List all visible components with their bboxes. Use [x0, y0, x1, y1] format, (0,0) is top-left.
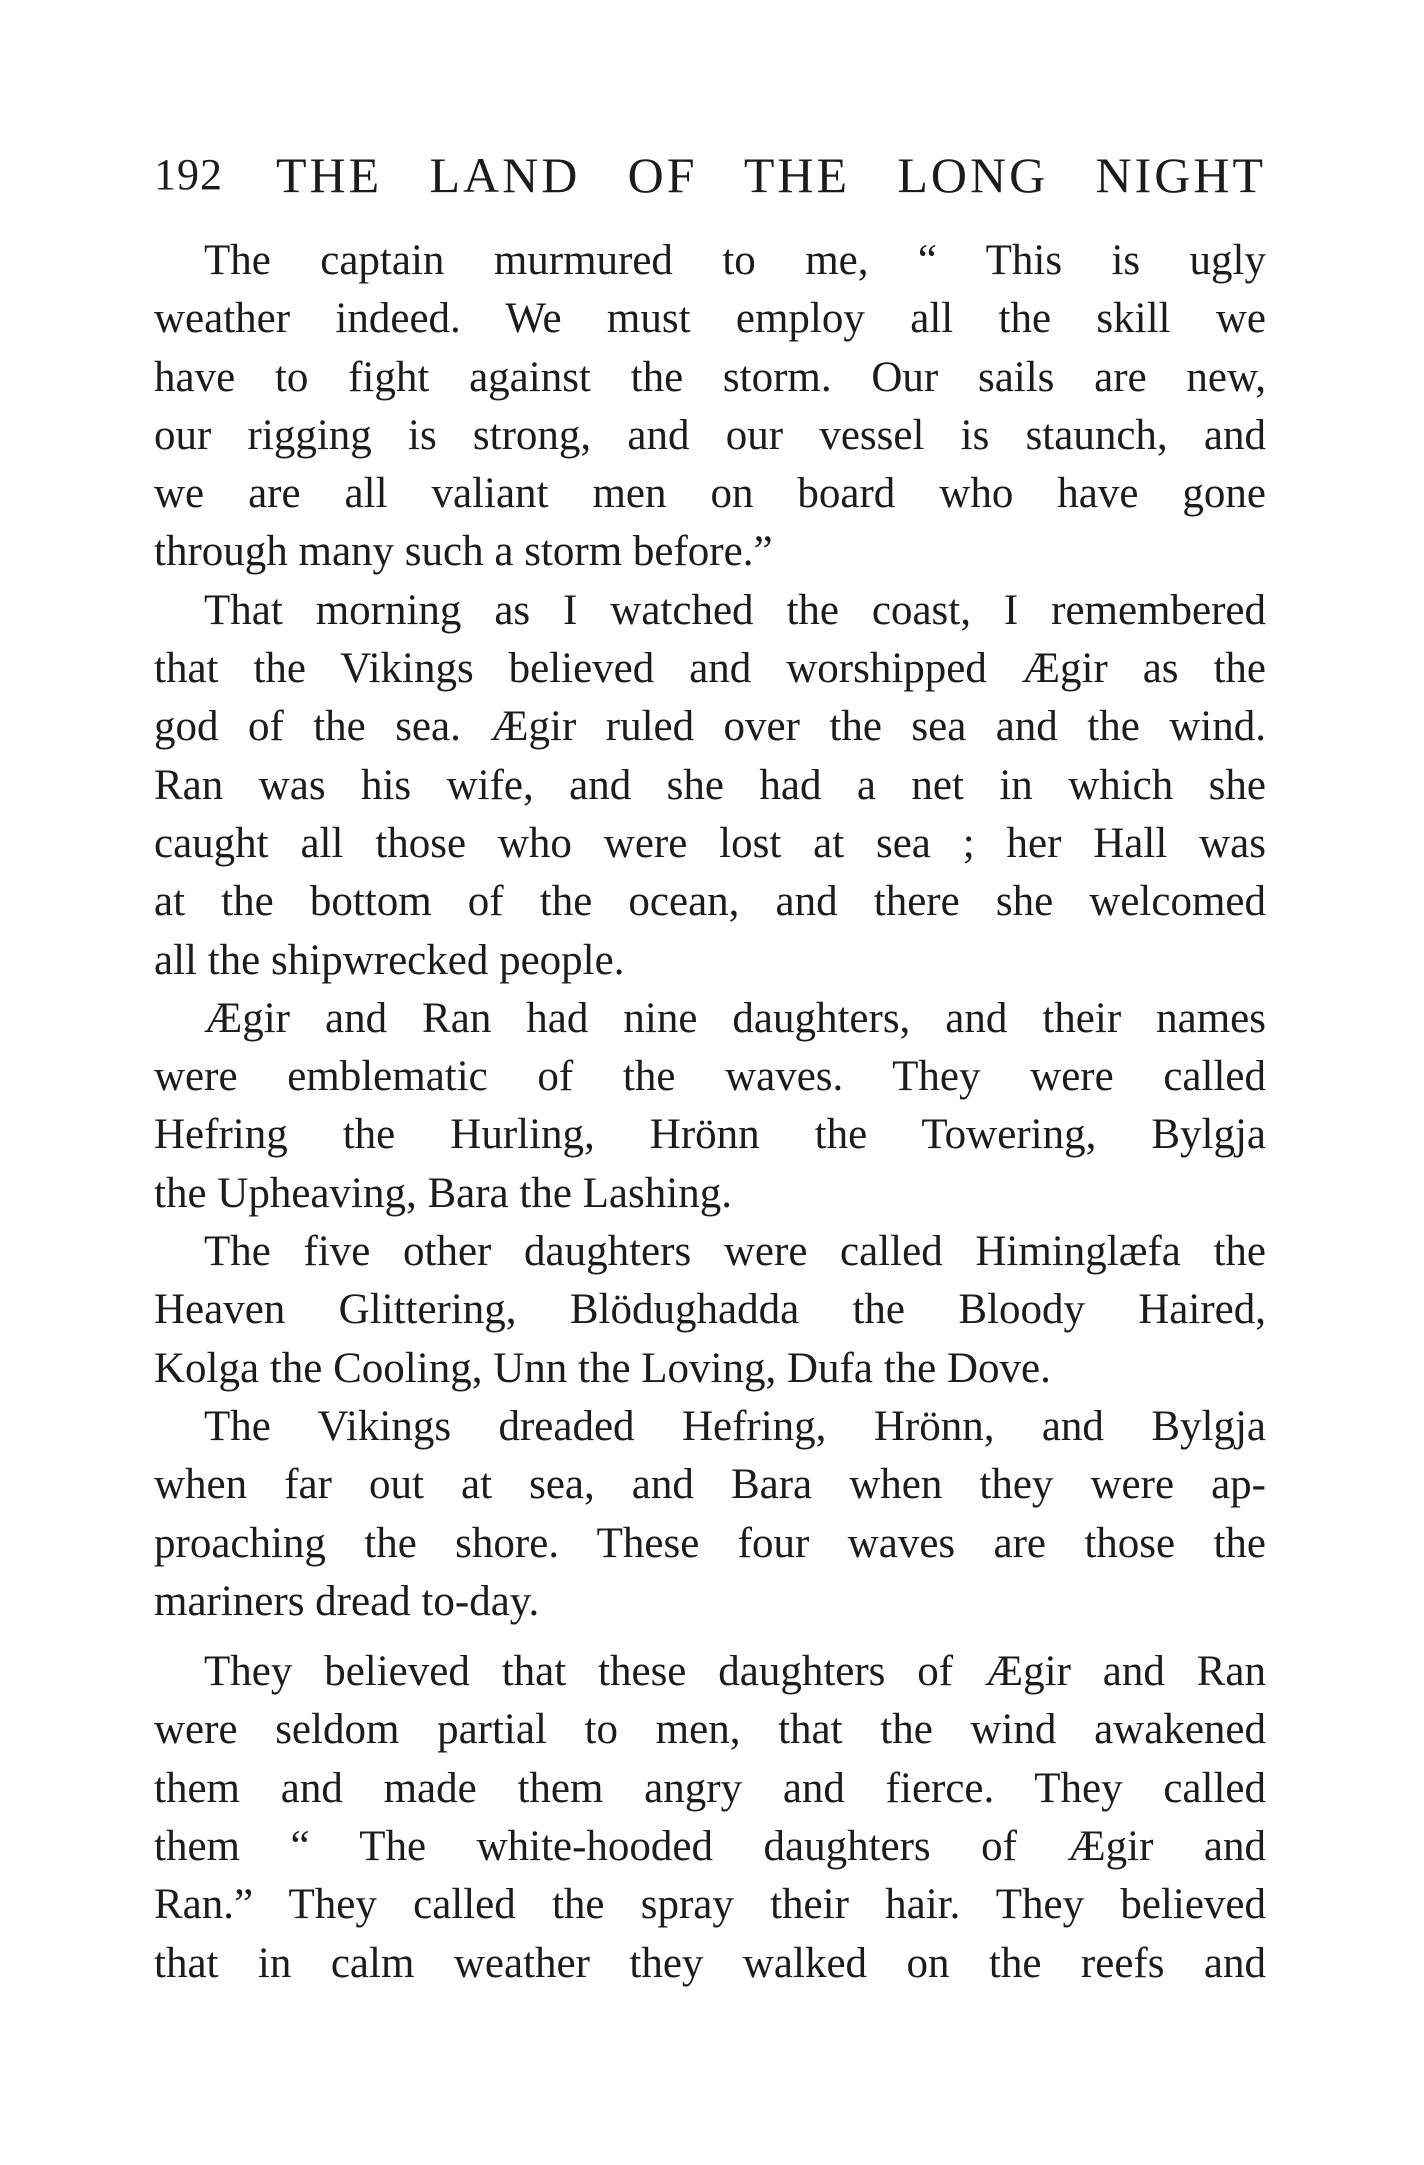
text-line: when far out at sea, and Bara when they were ap- [154, 1461, 1266, 1509]
text-line: that the Vikings believed and worshipped Ægir as the [154, 645, 1266, 693]
page-number: 192 [154, 150, 223, 199]
paragraph [154, 582, 1266, 990]
running-title: THE LAND OF THE LONG NIGHT [276, 147, 1266, 203]
text-line: them “ The white-hooded daughters of Ægir and [154, 1823, 1266, 1871]
paragraph [154, 1398, 1266, 1631]
paragraph [154, 1643, 1266, 1993]
text-line: through many such a storm before.” [154, 528, 773, 576]
body-text [154, 232, 1266, 1993]
text-line: They believed that these daughters of Ægir and Ran [204, 1648, 1266, 1696]
text-line: were emblematic of the waves. They were called [154, 1053, 1266, 1101]
text-line: weather indeed. We must employ all the skill we [154, 295, 1266, 343]
text-line: we are all valiant men on board who have gone [154, 470, 1266, 518]
text-line: them and made them angry and fierce. They called [154, 1764, 1266, 1812]
text-line: The captain murmured to me, “ This is ugly [204, 237, 1266, 284]
paragraph-gap [154, 1631, 1266, 1643]
text-line: proaching the shore. These four waves are those the [154, 1519, 1266, 1567]
text-line: The five other daughters were called Himinglæfa the [204, 1228, 1266, 1276]
text-line: god of the sea. Ægir ruled over the sea and the wind. [154, 703, 1266, 751]
text-line: The Vikings dreaded Hefring, Hrönn, and Bylgja [204, 1402, 1266, 1450]
text-line: Kolga the Cooling, Unn the Loving, Dufa the Dove. [154, 1344, 1051, 1392]
text-line: Heaven Glittering, Blödughadda the Bloody Haired, [154, 1286, 1266, 1334]
text-line: Ran was his wife, and she had a net in which she [154, 761, 1266, 809]
text-line: at the bottom of the ocean, and there she welcomed [154, 878, 1266, 926]
text-line: that in calm weather they walked on the reefs and [154, 1939, 1266, 1987]
text-line: That morning as I watched the coast, I remembered [204, 586, 1266, 634]
text-line: Ran.” They called the spray their hair. They believed [154, 1881, 1266, 1929]
text-line: Hefring the Hurling, Hrönn the Towering, Bylgja [154, 1111, 1266, 1159]
paragraph [154, 1223, 1266, 1398]
paragraph [154, 990, 1266, 1223]
text-line: have to fight against the storm. Our sails are new, [154, 353, 1266, 401]
text-line: were seldom partial to men, that the wind awakened [154, 1706, 1266, 1754]
paragraph [154, 232, 1266, 582]
text-line: our rigging is strong, and our vessel is staunch, and [154, 411, 1266, 459]
text-line: the Upheaving, Bara the Lashing. [154, 1169, 732, 1217]
text-line: mariners dread to-day. [154, 1577, 540, 1625]
text-line: all the shipwrecked people. [154, 936, 625, 984]
page-header [154, 140, 1266, 210]
text-line: caught all those who were lost at sea ; her Hall was [154, 819, 1266, 867]
text-line: Ægir and Ran had nine daughters, and their names [204, 994, 1266, 1042]
